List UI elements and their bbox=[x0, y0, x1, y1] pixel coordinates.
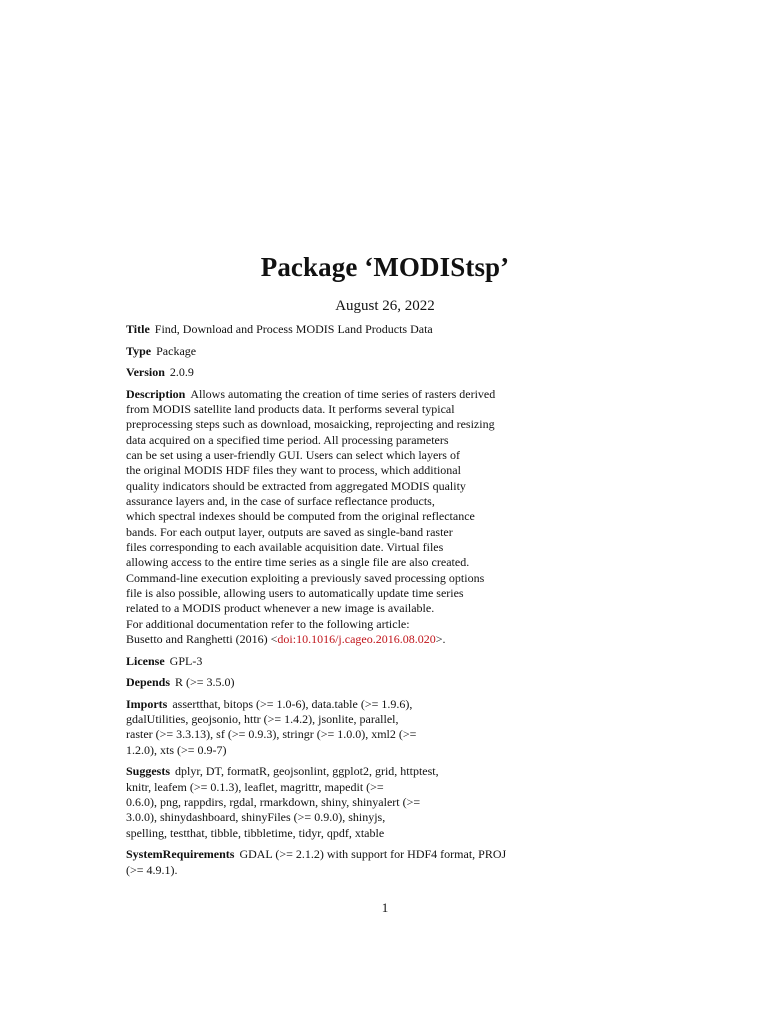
field-version-value: 2.0.9 bbox=[169, 365, 194, 380]
imports-line: assertthat, bitops (>= 1.0-6), data.table (>= 1.9.6), bbox=[172, 696, 413, 711]
field-version-name: Version bbox=[126, 365, 165, 380]
suggests-line: spelling, testthat, tibble, tibbletime, tidyr, qpdf, xtable bbox=[126, 825, 385, 840]
package-fields bbox=[126, 322, 556, 884]
field-description-name: Description bbox=[126, 386, 186, 401]
field-depends-name: Depends bbox=[126, 675, 171, 690]
description-line: which spectral indexes should be computed from the original reflectance bbox=[126, 509, 475, 524]
field-depends-value: R (>= 3.5.0) bbox=[175, 675, 235, 690]
description-line: For additional documentation refer to the following article: bbox=[126, 616, 410, 631]
field-type-name: Type bbox=[126, 343, 152, 358]
system-requirements-line: (>= 4.9.1). bbox=[126, 862, 178, 877]
field-title-value: Find, Download and Process MODIS Land Products Data bbox=[154, 322, 433, 336]
description-line: related to a MODIS product whenever a new image is available. bbox=[126, 601, 435, 616]
page-date: August 26, 2022 bbox=[335, 298, 435, 314]
field-suggests bbox=[126, 764, 556, 841]
field-type bbox=[126, 344, 556, 359]
field-title-name: Title bbox=[126, 322, 150, 336]
description-line: the original MODIS HDF files they want to process, which additional bbox=[126, 463, 461, 478]
description-line: Command-line execution exploiting a previously saved processing options bbox=[126, 570, 485, 585]
page-number: 1 bbox=[381, 900, 389, 915]
description-line: quality indicators should be extracted from aggregated MODIS quality bbox=[126, 478, 466, 493]
citation-suffix: >. bbox=[435, 632, 446, 647]
field-version bbox=[126, 365, 556, 380]
doi-link[interactable]: doi:10.1016/j.cageo.2016.08.020 bbox=[277, 632, 436, 647]
page-title: Package ‘MODIStsp’ bbox=[260, 252, 510, 282]
field-description bbox=[126, 387, 556, 648]
suggests-line: dplyr, DT, formatR, geojsonlint, ggplot2, grid, httptest, bbox=[175, 764, 439, 779]
imports-line: 1.2.0), xts (>= 0.9-7) bbox=[126, 742, 227, 757]
description-line: preprocessing steps such as download, mosaicking, reprojecting and resizing bbox=[126, 417, 495, 432]
system-requirements-line: GDAL (>= 2.1.2) with support for HDF4 format, PROJ bbox=[239, 847, 507, 862]
description-line: file is also possible, allowing users to automatically update time series bbox=[126, 586, 464, 601]
imports-line: raster (>= 3.3.13), sf (>= 0.9.3), stringr (>= 1.0.0), xml2 (>= bbox=[126, 727, 417, 742]
field-system-requirements bbox=[126, 847, 556, 878]
suggests-line: 0.6.0), png, rappdirs, rgdal, rmarkdown, shiny, shinyalert (>= bbox=[126, 794, 421, 809]
description-line: bands. For each output layer, outputs are saved as single-band raster bbox=[126, 524, 453, 539]
suggests-line: knitr, leafem (>= 0.1.3), leaflet, magrittr, mapedit (>= bbox=[126, 779, 384, 794]
suggests-line: 3.0.0), shinydashboard, shinyFiles (>= 0.9.0), shinyjs, bbox=[126, 810, 386, 825]
field-depends bbox=[126, 675, 556, 690]
field-title bbox=[126, 322, 556, 337]
field-license-value: GPL-3 bbox=[169, 653, 203, 668]
description-line: data acquired on a specified time period. All processing parameters bbox=[126, 432, 449, 447]
field-type-value: Package bbox=[156, 343, 197, 358]
description-line: from MODIS satellite land products data. It performs several typical bbox=[126, 401, 455, 416]
citation-prefix: Busetto and Ranghetti (2016) < bbox=[126, 632, 278, 647]
field-system-requirements-name: SystemRequirements bbox=[126, 847, 235, 862]
imports-line: gdalUtilities, geojsonio, httr (>= 1.4.2), jsonlite, parallel, bbox=[126, 712, 399, 727]
description-line: allowing access to the entire time series as a single file are also created. bbox=[126, 555, 470, 570]
description-line: can be set using a user-friendly GUI. Users can select which layers of bbox=[126, 447, 460, 462]
field-license-name: License bbox=[126, 653, 165, 668]
description-line: Allows automating the creation of time series of rasters derived bbox=[190, 386, 496, 401]
field-license bbox=[126, 654, 556, 669]
description-line: assurance layers and, in the case of surface reflectance products, bbox=[126, 494, 435, 508]
description-citation bbox=[126, 632, 556, 647]
field-imports bbox=[126, 697, 556, 758]
description-line: files corresponding to each available acquisition date. Virtual files bbox=[126, 540, 444, 555]
field-imports-name: Imports bbox=[126, 696, 168, 711]
field-suggests-name: Suggests bbox=[126, 764, 171, 779]
